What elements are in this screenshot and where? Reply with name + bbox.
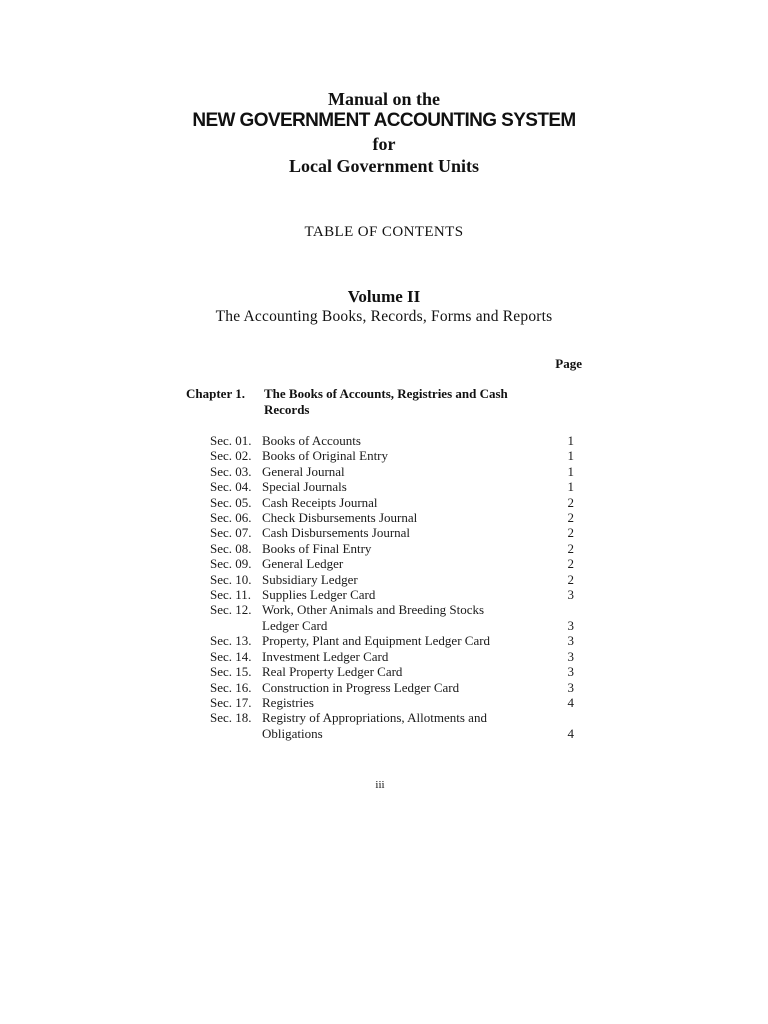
toc-entry [210,525,574,540]
toc-entry-title: Books of Original Entry [262,448,389,464]
toc-entry [210,710,574,741]
toc-entry-section-number: Sec. 05. [210,494,252,510]
toc-entry [210,649,574,664]
toc-entry [210,433,574,448]
toc-entry [210,510,574,525]
toc-entry-page: 1 [567,433,574,448]
toc-entry-title: Real Property Ledger Card [262,664,403,680]
toc-entry-title: General Journal [262,463,345,479]
toc-entry-page: 3 [567,648,574,664]
toc-entry-title: Books of Final Entry [262,540,372,556]
toc-entry [210,664,574,679]
toc-entry [210,572,574,587]
toc-entry-title: Cash Receipts Journal [262,494,378,510]
lgu-title-line: Local Government Units [289,156,479,176]
system-title-line: NEW GOVERNMENT ACCOUNTING SYSTEM [192,110,576,131]
toc-entry-title: Check Disbursements Journal [262,510,418,526]
toc-entry [210,495,574,510]
toc-entry-section-number: Sec. 16. [210,679,252,695]
toc-entry [210,464,574,479]
toc-entry [210,602,574,633]
toc-entry-section-number: Sec. 02. [210,448,252,464]
toc-entry [210,556,574,571]
toc-entry-section-number: Sec. 11. [210,587,252,603]
toc-entry-page: 4 [567,725,574,741]
toc-entry-section-number: Sec. 14. [210,648,252,664]
for-line: for [372,134,396,154]
toc-entry-page: 1 [567,479,574,495]
toc-entry-title: Subsidiary Ledger [262,571,358,587]
page-column-label: Page [555,356,582,371]
toc-entry-section-number: Sec. 07. [210,525,252,541]
toc-entry-page: 1 [567,463,574,479]
toc-entry-title: Cash Disbursements Journal [262,525,411,541]
toc-entry-page: 3 [567,679,574,695]
toc-entry-title: Work, Other Animals and Breeding Stocks Ledger Card [262,602,485,633]
toc-entry-section-number: Sec. 15. [210,664,252,680]
volume-subtitle: The Accounting Books, Records, Forms and Reports [215,308,553,325]
toc-entry-page: 3 [567,587,574,603]
toc-entry-title: Registries [262,694,314,710]
toc-entry-page: 3 [567,617,574,633]
toc-entry-page: 2 [567,540,574,556]
toc-entry-page: 2 [567,510,574,526]
chapter-title: The Books of Accounts, Registries and Cash Records [264,386,508,417]
toc-entry-page: 2 [567,556,574,572]
toc-entry-section-number: Sec. 10. [210,571,252,587]
toc-entry-section-number: Sec. 09. [210,556,252,572]
toc-entry-title: Supplies Ledger Card [262,587,376,603]
toc-entry-section-number: Sec. 03. [210,463,252,479]
toc-entry [210,633,574,648]
toc-entry-page: 3 [567,633,574,649]
toc-entry-page: 1 [567,448,574,464]
toc-entry-title: Books of Accounts [262,433,361,448]
toc-entry-title: Special Journals [262,479,347,495]
toc-entry-title: Construction in Progress Ledger Card [262,679,460,695]
toc-entry-page: 2 [567,525,574,541]
page-number: iii [375,779,385,791]
toc-heading: TABLE OF CONTENTS [304,224,464,240]
toc-entry-section-number: Sec. 12. [210,602,252,618]
toc-entry-section-number: Sec. 18. [210,710,252,726]
toc-entry-section-number: Sec. 06. [210,510,252,526]
toc-section-list [210,433,574,741]
toc-entry-page: 2 [567,494,574,510]
toc-entry-section-number: Sec. 01. [210,433,252,448]
toc-entry-section-number: Sec. 17. [210,694,252,710]
toc-entry-section-number: Sec. 08. [210,540,252,556]
toc-entry [210,680,574,695]
toc-entry [210,541,574,556]
toc-entry [210,695,574,710]
volume-title: Volume II [347,287,421,306]
toc-entry-title: General Ledger [262,556,344,572]
toc-entry-section-number: Sec. 13. [210,633,252,649]
toc-entry [210,479,574,494]
chapter-label: Chapter 1. [186,386,245,401]
toc-entry-page: 4 [567,694,574,710]
toc-entry-section-number: Sec. 04. [210,479,252,495]
toc-entry [210,587,574,602]
toc-entry-title: Investment Ledger Card [262,648,389,664]
toc-entry [210,448,574,463]
toc-entry-page: 3 [567,664,574,680]
toc-entry-title: Registry of Appropriations, Allotments and Obligations [262,710,487,741]
toc-entry-title: Property, Plant and Equipment Ledger Card [262,633,491,649]
toc-entry-page: 2 [567,571,574,587]
manual-title-line: Manual on the [327,89,441,109]
